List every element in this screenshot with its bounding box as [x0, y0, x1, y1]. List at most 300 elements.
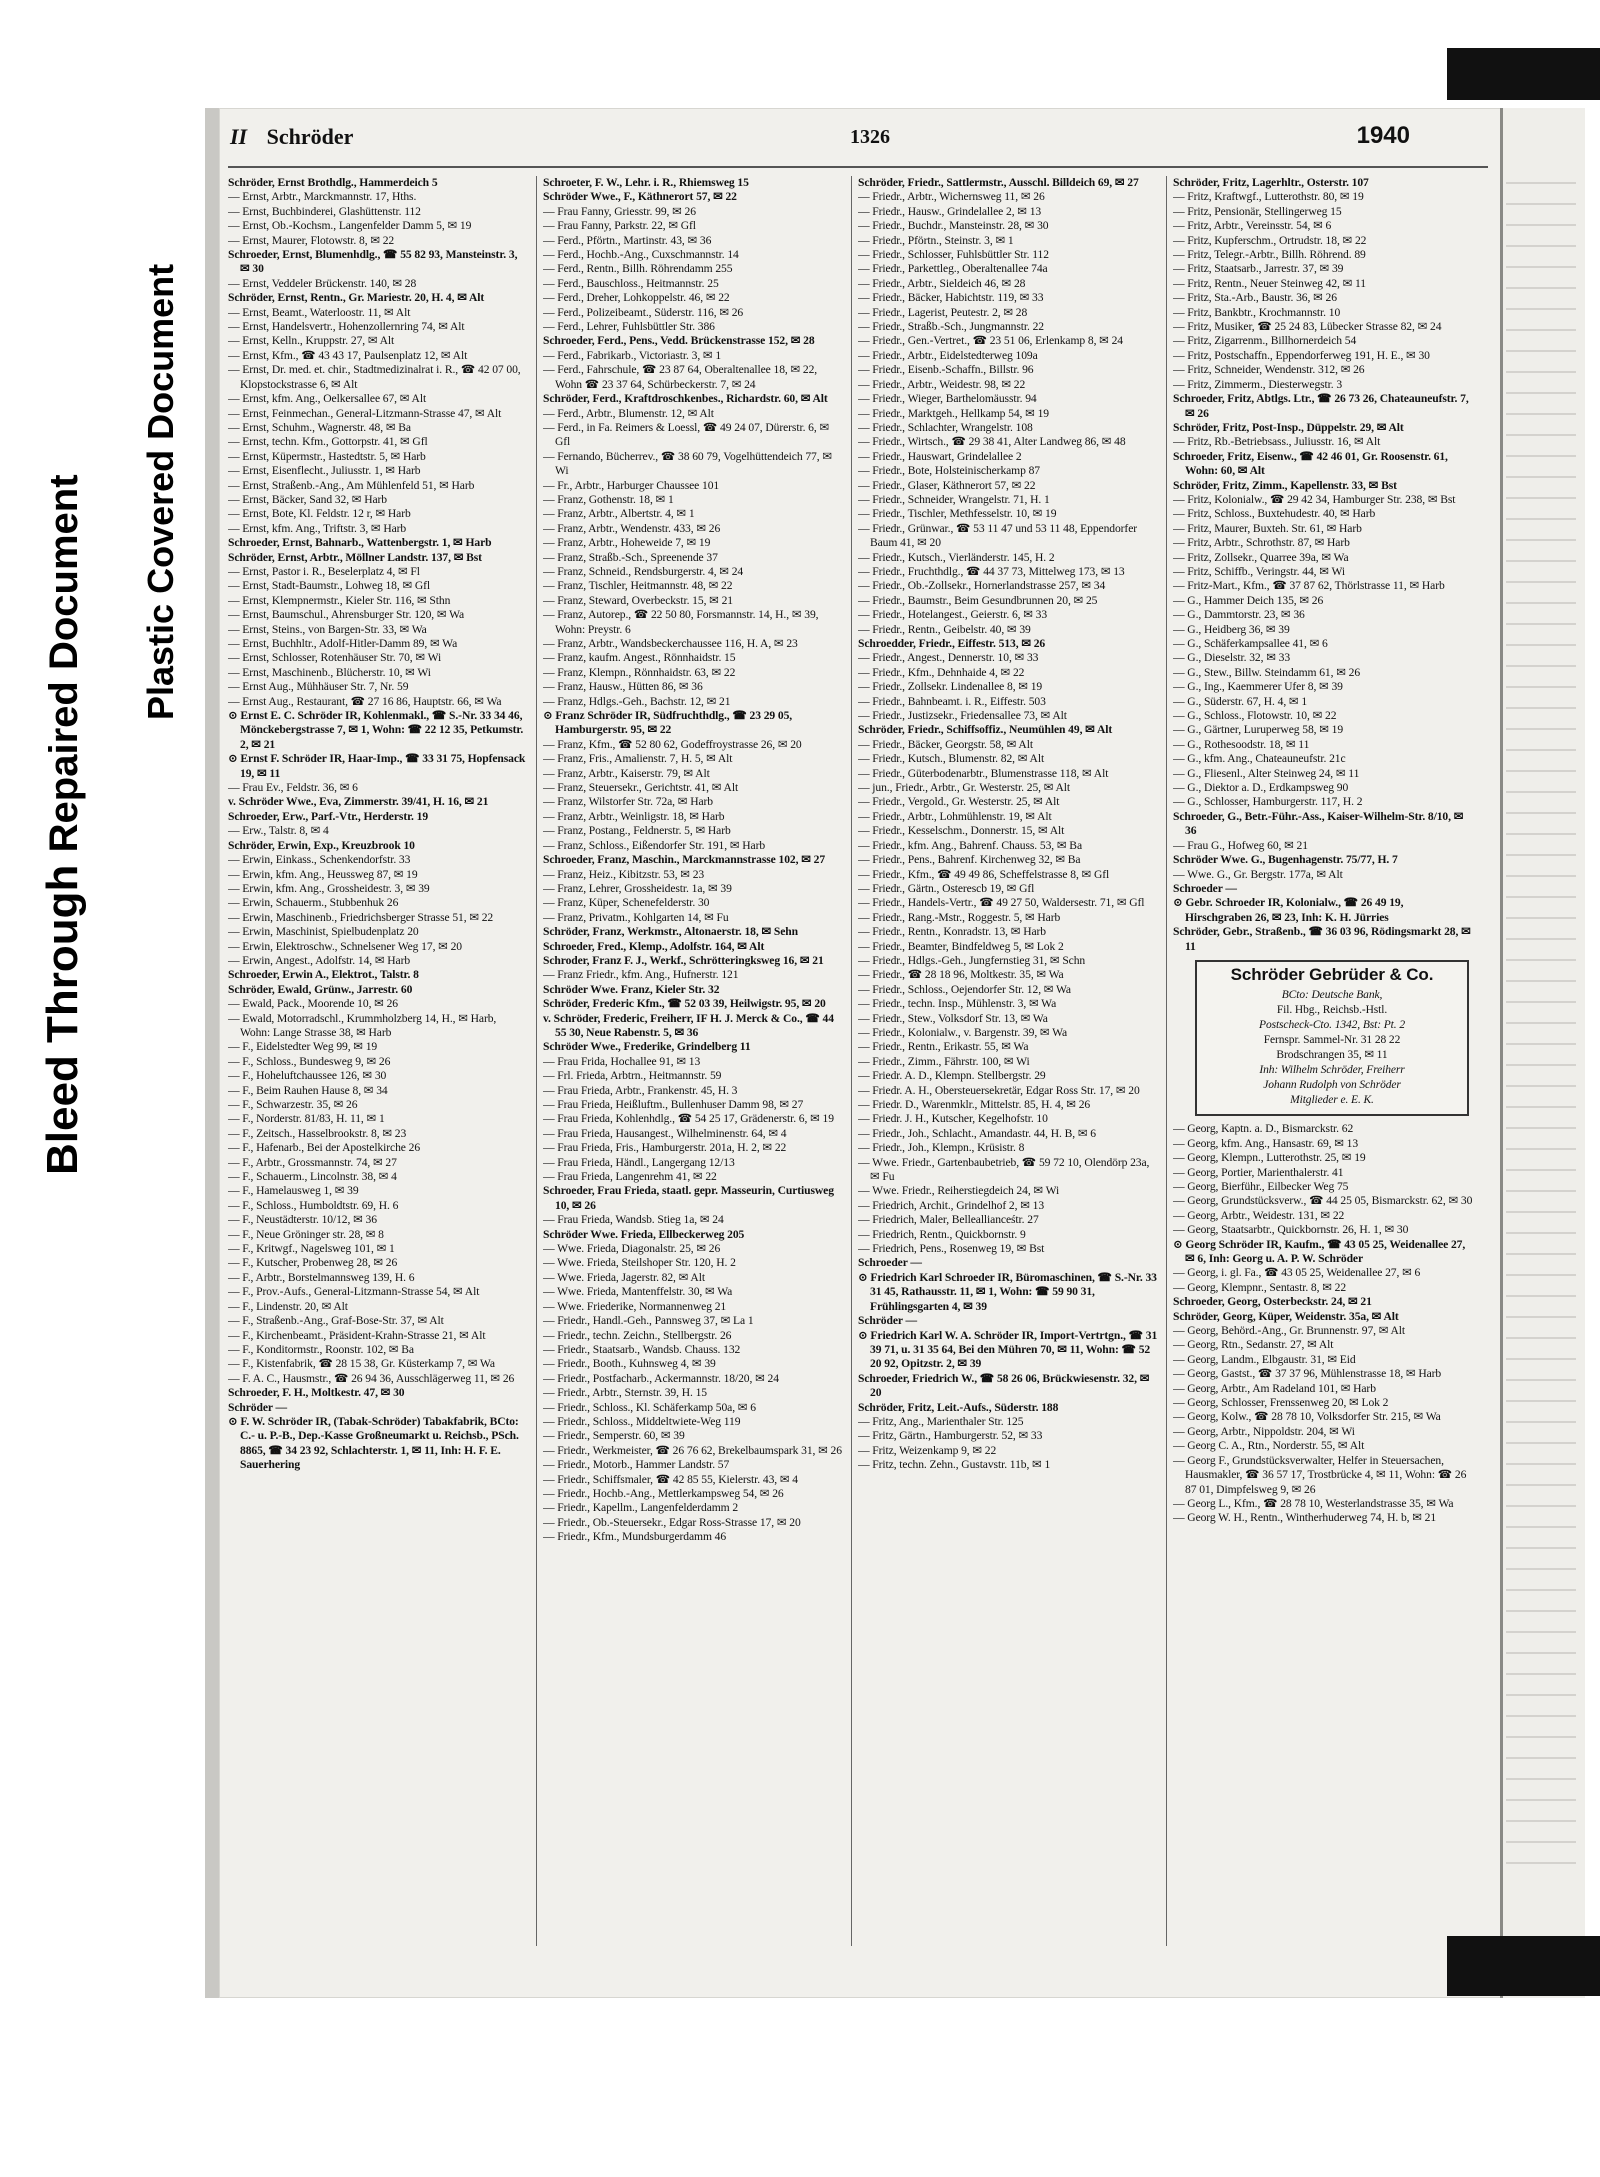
directory-entry: v. Schröder Wwe., Eva, Zimmerstr. 39/41, H. 16, ✉ 21 — [228, 795, 489, 809]
directory-entry: — Ernst, Buchhltr., Adolf-Hitler-Damm 89, ✉ Wa — [228, 637, 458, 650]
directory-entry: — Ernst, Bäcker, Sand 32, ✉ Harb — [228, 492, 387, 506]
directory-entry: — Friedr., Kfm., Dehnhaide 4, ✉ 22 — [858, 665, 1025, 679]
directory-entry: — Friedr., Baumstr., Beim Gesundbrunnen 20, ✉ 25 — [858, 593, 1098, 607]
column-3 — [858, 176, 1158, 1946]
directory-entry: — G., Fliesenl., Alter Steinweg 24, ✉ 11 — [1173, 766, 1360, 780]
directory-entry: — Georg, Klempn., Lutterothstr. 25, ✉ 19 — [1173, 1151, 1366, 1165]
directory-entry: — Frl. Frieda, Arbtrn., Heitmannstr. 59 — [543, 1069, 722, 1083]
directory-entry: — Fritz, Schiffb., Veringstr. 44, ✉ Wi — [1173, 564, 1345, 578]
directory-entry: ⊙ Ernst E. C. Schröder IR, Kohlenmakl., ☎ S.-Nr. 33 34 46, Mönckebergstrasse 7, ✉ 1, Wohn: ☎ 22 12 35, Petkumstr. 2, ✉ 21 — [228, 709, 524, 751]
directory-entry: — Fritz, Rentn., Neuer Steinweg 42, ✉ 11 — [1173, 276, 1367, 290]
directory-entry: — F., Konditormstr., Roonstr. 102, ✉ Ba — [228, 1342, 414, 1356]
directory-entry: — Franz, Arbtr., Kaiserstr. 79, ✉ Alt — [543, 766, 710, 780]
directory-entry: — G., Stew., Billw. Steindamm 61, ✉ 26 — [1173, 665, 1361, 679]
directory-entry: — Friedr., Gen.-Vertret., ☎ 23 51 06, Erlenkamp 8, ✉ 24 — [858, 334, 1123, 348]
directory-entry: — Franz, Wilstorfer Str. 72a, ✉ Harb — [543, 795, 713, 809]
directory-entry: — G., Rothesoodstr. 18, ✉ 11 — [1173, 737, 1310, 751]
directory-entry: — Erwin, Einkass., Schenkendorfstr. 33 — [228, 853, 411, 867]
directory-entry: — Frau Frieda, Langenrehm 41, ✉ 22 — [543, 1170, 717, 1184]
directory-entry: — Friedr., Schlosser, Fuhlsbüttler Str. 112 — [858, 248, 1049, 262]
directory-entry: — Ernst, Steins., von Bargen-Str. 33, ✉ Wa — [228, 622, 427, 636]
directory-entry: — Ernst Aug., Mühhäuser Str. 7, Nr. 59 — [228, 680, 409, 694]
directory-entry: — Friedr., Schlachter, Wrangelstr. 108 — [858, 420, 1033, 434]
directory-entry: — Friedr., Postfacharb., Ackermannstr. 18/20, ✉ 24 — [543, 1371, 779, 1385]
bleed-through-text: Bleed Through — [38, 864, 87, 1175]
directory-entry: — Friedr., Schloss., Oejendorfer Str. 12, ✉ Wa — [858, 982, 1071, 996]
directory-entry: Schröder, Erwin, Exp., Kreuzbrook 10 — [228, 838, 415, 852]
directory-entry: — Friedr., Rentn., Konradstr. 13, ✉ Harb — [858, 925, 1046, 939]
directory-entry: Schröder, Fritz, Leit.-Aufs., Süderstr. 188 — [858, 1400, 1059, 1414]
directory-entry: ⊙ Gebr. Schroeder IR, Kolonialw., ☎ 26 49 19, Hirschgraben 26, ✉ 23, Inh: K. H. Jürries — [1173, 896, 1404, 924]
repaired-document-text: Repaired Document — [42, 474, 86, 853]
directory-entry: — Ewald, Motorradschl., Krummholzberg 14, H., ✉ Harb, Wohn: Lange Strasse 38, ✉ Harb — [228, 1011, 497, 1039]
directory-entry: — Ernst, Straßenb.-Ang., Am Mühlenfeld 51, ✉ Harb — [228, 478, 475, 492]
directory-entry: — Fritz, Kupferschm., Ortrudstr. 18, ✉ 22 — [1173, 233, 1367, 247]
directory-entry: — G., Gärtner, Luruperweg 58, ✉ 19 — [1173, 723, 1344, 737]
directory-entry: — G., Süderstr. 67, H. 4, ✉ 1 — [1173, 694, 1308, 708]
directory-entry: — Ernst, Veddeler Brückenstr. 140, ✉ 28 — [228, 276, 417, 290]
directory-entry: — Georg, Rtn., Sedanstr. 27, ✉ Alt — [1173, 1338, 1334, 1352]
directory-entry: — F., Schloss., Bundesweg 9, ✉ 26 — [228, 1054, 391, 1068]
directory-entry: Schröder Wwe. Frieda, Ellbeckerweg 205 — [543, 1227, 745, 1241]
directory-entry: Schroedder, Friedr., Eiffestr. 513, ✉ 26 — [858, 637, 1046, 650]
directory-entry: — Friedr., techn. Insp., Mühlenstr. 3, ✉ Wa — [858, 997, 1057, 1011]
directory-entry: Schröder, Frederic Kfm., ☎ 52 03 39, Heilwigstr. 95, ✉ 20 — [543, 997, 826, 1011]
directory-entry: — Franz, Gothenstr. 18, ✉ 1 — [543, 492, 674, 506]
directory-entry: — Georg, Arbtr., Weidestr. 131, ✉ 22 — [1173, 1208, 1345, 1222]
directory-entry: — Friedr., Motorb., Hammer Landstr. 57 — [543, 1458, 730, 1472]
directory-entry: — Fernando, Bücherrev., ☎ 38 60 79, Vogelhüttendeich 77, ✉ Wi — [543, 449, 832, 478]
directory-entry: — Franz, Heiz., Kibitzstr. 53, ✉ 23 — [543, 867, 705, 881]
directory-entry: — Friedr., Tischler, Methfesselstr. 10, ✉ 19 — [858, 507, 1057, 521]
directory-entry: — Franz, Autorep., ☎ 22 50 80, Forsmannstr. 14, H., ✉ 39, Wohn: Preystr. 6 — [543, 608, 819, 636]
directory-entry: — Ernst, Kfm., ☎ 43 43 17, Paulsenplatz 12, ✉ Alt — [228, 348, 468, 362]
directory-entry: — Ernst, Schlosser, Rotenhäuser Str. 70, ✉ Wi — [228, 651, 442, 665]
directory-entry: — Friedr., Fruchthdlg., ☎ 44 37 73, Mittelweg 173, ✉ 13 — [858, 564, 1125, 578]
directory-entry: — Friedrich, Rentn., Quickbornstr. 9 — [858, 1227, 1026, 1241]
volume-number: II — [230, 124, 248, 149]
directory-entry: — G., Schäferkampsallee 41, ✉ 6 — [1173, 637, 1328, 650]
header-left — [230, 124, 353, 150]
directory-entry: — Fritz, techn. Zehn., Gustavstr. 11b, ✉ 1 — [858, 1458, 1051, 1472]
directory-entry: — Ferd., Rentn., Billh. Röhrendamm 255 — [543, 262, 733, 276]
directory-entry: — Friedr., Pens., Bahrenf. Kirchenweg 32, ✉ Ba — [858, 853, 1081, 867]
directory-entry: — Ferd., Bauschloss., Heitmannstr. 25 — [543, 276, 719, 290]
header-name: Schröder — [266, 124, 354, 149]
directory-entry: — Franz, Tischler, Heitmannstr. 48, ✉ 22 — [543, 579, 733, 593]
directory-entry: — Ernst, kfm. Ang., Oelkersallee 67, ✉ Alt — [228, 392, 427, 406]
directory-entry: — Fritz, Zollsekr., Quarree 39a, ✉ Wa — [1173, 550, 1349, 564]
directory-entry: — Ewald, Pack., Moorende 10, ✉ 26 — [228, 997, 398, 1011]
directory-entry: — Wwe. Friederike, Normannenweg 21 — [543, 1299, 727, 1313]
directory-entry: — Friedr., Schloss., Kl. Schäferkamp 50a, ✉ 6 — [543, 1400, 756, 1414]
directory-entry: ⊙ Franz Schröder IR, Südfruchthdlg., ☎ 23 29 05, Hamburgerstr. 95, ✉ 22 — [543, 709, 793, 737]
directory-entry: — Friedr., Wieger, Barthelomäusstr. 94 — [858, 392, 1037, 406]
directory-entry: — Ernst, Feinmechan., General-Litzmann-Strasse 47, ✉ Alt — [228, 406, 502, 420]
directory-entry: — Friedr., techn. Zeichn., Stellbergstr. 26 — [543, 1328, 732, 1342]
directory-entry: — Ernst, Eisenflecht., Juliusstr. 1, ✉ Harb — [228, 464, 421, 478]
directory-entry: — Wwe. Frieda, Diagonalstr. 25, ✉ 26 — [543, 1242, 721, 1256]
directory-entry: — Friedr., Stew., Volksdorf Str. 13, ✉ Wa — [858, 1011, 1048, 1025]
directory-entry: Schröder, Ferd., Kraftdroschkenbes., Richardstr. 60, ✉ Alt — [543, 392, 828, 406]
directory-entry: — Erwin, kfm. Ang., Heussweg 87, ✉ 19 — [228, 867, 418, 881]
directory-entry: — Friedr., Hotelangest., Geierstr. 6, ✉ 33 — [858, 608, 1048, 622]
directory-entry: — Franz, Arbtr., Hoheweide 7, ✉ 19 — [543, 536, 711, 550]
ad-line: Mitglieder e. E. K. — [1290, 1094, 1374, 1107]
directory-entry: — Fritz, Pensionär, Stellingerweg 15 — [1173, 204, 1342, 218]
directory-entry: — Friedrich, Pens., Rosenweg 19, ✉ Bst — [858, 1242, 1045, 1256]
directory-entry: — Frau Frieda, Kohlenhdlg., ☎ 54 25 17, Grädenerstr. 6, ✉ 19 — [543, 1112, 834, 1126]
directory-entry: — Fritz, Zimmerm., Diesterwegstr. 3 — [1173, 377, 1343, 391]
directory-entry: — Franz, Hausw., Hütten 86, ✉ 36 — [543, 680, 703, 694]
directory-entry: — Friedr., Justizsekr., Friedensallee 73, ✉ Alt — [858, 709, 1067, 723]
directory-entry: — Frau Frieda, Händl., Langergang 12/13 — [543, 1155, 735, 1169]
directory-entry: — Friedr., Buchdr., Mansteinstr. 28, ✉ 30 — [858, 219, 1049, 233]
directory-entry: — Ernst, Baumschul., Ahrensburger Str. 120, ✉ Wa — [228, 608, 465, 622]
directory-entry: — Frau Fanny, Griesstr. 99, ✉ 26 — [543, 204, 696, 218]
directory-entry: Schröder, Fritz, Lagerhltr., Osterstr. 107 — [1173, 176, 1369, 189]
directory-entry: — jun., Friedr., Arbtr., Gr. Westerstr. 25, ✉ Alt — [858, 781, 1071, 795]
directory-entry: — F., Eidelstedter Weg 99, ✉ 19 — [228, 1040, 378, 1054]
directory-entry: — Ernst, Bote, Kl. Feldstr. 12 r, ✉ Harb — [228, 507, 411, 521]
directory-entry: — Georg, Grundstücksverw., ☎ 44 25 05, Bismarckstr. 62, ✉ 30 — [1173, 1194, 1473, 1208]
directory-entry: — Friedr., Rentn., Geibelstr. 40, ✉ 39 — [858, 622, 1031, 636]
directory-entry: — Ernst, Kelln., Kruppstr. 27, ✉ Alt — [228, 334, 395, 348]
directory-entry: — Ferd., Dreher, Lohkoppelstr. 46, ✉ 22 — [543, 291, 730, 305]
directory-entry: — Friedr., Beamter, Bindfeldweg 5, ✉ Lok 2 — [858, 939, 1064, 953]
ad-line: Fil. Hbg., Reichsb.-Hstl. — [1276, 1004, 1388, 1017]
directory-entry: — Friedr., Parkettleg., Oberaltenallee 74a — [858, 262, 1048, 276]
directory-entry: Schröder, Fritz, Zimm., Kapellenstr. 33, ✉ Bst — [1173, 478, 1397, 492]
directory-entry: — Friedr., Staatsarb., Wandsb. Chauss. 132 — [543, 1342, 741, 1356]
directory-entry: — Friedr., Gärtn., Osterescb 19, ✉ Gfl — [858, 881, 1035, 895]
directory-entry: — Ernst, kfm. Ang., Triftstr. 3, ✉ Harb — [228, 521, 407, 535]
directory-entry: — Fritz, Schneider, Wendenstr. 312, ✉ 26 — [1173, 363, 1365, 377]
directory-entry: — F., Norderstr. 81/83, H. 11, ✉ 1 — [228, 1112, 385, 1126]
directory-entry: — Frau Frida, Hochallee 91, ✉ 13 — [543, 1054, 701, 1068]
directory-entry: — Friedr., Arbtr., Sieldeich 46, ✉ 28 — [858, 276, 1026, 290]
directory-entry: — F., Arbtr., Borstelmannsweg 139, H. 6 — [228, 1270, 415, 1284]
directory-entry: — Ernst, Buchbinderei, Glashüttenstr. 112 — [228, 204, 421, 218]
directory-entry: — Frau Ev., Feldstr. 36, ✉ 6 — [228, 781, 358, 795]
directory-entry: — Georg, Landm., Elbgaustr. 31, ✉ Eid — [1173, 1352, 1356, 1366]
directory-entry: — Ferd., in Fa. Reimers & Loessl, ☎ 49 24 07, Dürerstr. 6, ✉ Gfl — [543, 420, 830, 449]
directory-entry: — Frau Frieda, Wandsb. Stieg 1a, ✉ 24 — [543, 1213, 724, 1227]
directory-entry: — G., Dieselstr. 32, ✉ 33 — [1173, 651, 1291, 665]
directory-entry: — F., Kirchenbeamt., Präsident-Krahn-Strasse 21, ✉ Alt — [228, 1328, 486, 1342]
directory-entry: — Erwin, kfm. Ang., Grossheidestr. 3, ✉ 39 — [228, 881, 430, 895]
directory-entry: Schroeder, Ernst, Blumenhdlg., ☎ 55 82 93, Mansteinstr. 3, ✉ 30 — [228, 248, 518, 276]
black-bar-top — [1447, 48, 1600, 100]
directory-entry: Schröder — — [858, 1314, 918, 1328]
directory-entry: — Friedr., Grünwar., ☎ 53 11 47 und 53 11 48, Eppendorfer Baum 41, ✉ 20 — [858, 521, 1138, 550]
directory-entry: Schröder, Ernst, Rentn., Gr. Mariestr. 20, H. 4, ✉ Alt — [228, 291, 485, 305]
directory-entry: Schroeder, Erw., Parf.-Vtr., Herderstr. 19 — [228, 809, 429, 823]
directory-entry: — Ferd., Hochb.-Ang., Cuxschmannstr. 14 — [543, 248, 739, 262]
column-2 — [543, 176, 843, 1946]
directory-entry: — Ernst, Pastor i. R., Beselerplatz 4, ✉ Fl — [228, 564, 420, 578]
directory-entry: — Friedr., Booth., Kuhnsweg 4, ✉ 39 — [543, 1357, 716, 1371]
directory-entry: Schroeder, Fritz, Eisenw., ☎ 42 46 01, Gr. Roosenstr. 61, Wohn: 60, ✉ Alt — [1173, 449, 1448, 478]
directory-entry: — Fritz, Musiker, ☎ 25 24 83, Lübecker Strasse 82, ✉ 24 — [1173, 320, 1442, 334]
directory-entry: — Fritz, Ang., Marienthaler Str. 125 — [858, 1414, 1024, 1428]
directory-entry: ⊙ Ernst F. Schröder IR, Haar-Imp., ☎ 33 31 75, Hopfensack 19, ✉ 11 — [228, 752, 526, 780]
directory-entry: Schröder, Ernst Brothdlg., Hammerdeich 5 — [228, 176, 438, 189]
directory-entry: — Franz, Arbtr., Wandsbeckerchaussee 116, H. A, ✉ 23 — [543, 637, 798, 650]
directory-entry: — Friedr., Lagerist, Peutestr. 2, ✉ 28 — [858, 305, 1028, 319]
directory-entry: — Georg, kfm. Ang., Hansastr. 69, ✉ 13 — [1173, 1136, 1359, 1150]
directory-entry: — Fritz, Postschaffn., Eppendorferweg 191, H. E., ✉ 30 — [1173, 348, 1430, 362]
directory-entry: — Frau Frieda, Heißluftm., Bullenhuser Damm 98, ✉ 27 — [543, 1098, 804, 1111]
directory-entry: — F., Beim Rauhen Hause 8, ✉ 34 — [228, 1083, 388, 1097]
directory-entry: — Friedr., Straßb.-Sch., Jungmannstr. 22 — [858, 320, 1045, 334]
directory-entry: — Ernst, Maurer, Flotowstr. 8, ✉ 22 — [228, 233, 395, 247]
directory-entry: — Friedr., Hauswart, Grindelallee 2 — [858, 449, 1022, 463]
ad-line: Fernspr. Sammel-Nr. 31 28 22 — [1263, 1034, 1401, 1047]
directory-entry: — Fritz, Gärtn., Hamburgerstr. 52, ✉ 33 — [858, 1429, 1043, 1443]
directory-entry: — Friedr., Glaser, Käthnerort 57, ✉ 22 — [858, 478, 1036, 492]
directory-entry: — F., Prov.-Aufs., General-Litzmann-Strasse 54, ✉ Alt — [228, 1285, 480, 1299]
header-year: 1940 — [1356, 122, 1410, 149]
directory-entry: — Friedr. A. H., Obersteuersekretär, Edgar Ross Str. 17, ✉ 20 — [858, 1083, 1140, 1097]
directory-entry: — Friedr., Güterbodenarbtr., Blumenstrasse 118, ✉ Alt — [858, 766, 1109, 780]
ad-line: BCto: Deutsche Bank, — [1281, 989, 1383, 1002]
directory-entry: — Ernst, techn. Kfm., Gottorpstr. 41, ✉ Gfl — [228, 435, 428, 449]
directory-entry: — Georg L., Kfm., ☎ 28 78 10, Westerlandstrasse 35, ✉ Wa — [1173, 1496, 1454, 1510]
directory-entry: — G., Hammer Deich 135, ✉ 26 — [1173, 593, 1324, 607]
directory-entry: — Fritz, Schloss., Buxtehudestr. 40, ✉ Harb — [1173, 507, 1376, 521]
directory-entry: — Georg, Portier, Marienthalerstr. 41 — [1173, 1165, 1344, 1179]
directory-entry: — Fritz, Bankbtr., Krochmannstr. 10 — [1173, 305, 1341, 319]
directory-entry: — Ferd., Fahrschule, ☎ 23 87 64, Oberaltenallee 18, ✉ 22, Wohn ☎ 23 37 64, Schürbeckerstr. 7, ✉ 24 — [543, 363, 818, 391]
directory-entry: — Friedr., Schneider, Wrangelstr. 71, H. 1 — [858, 492, 1050, 506]
directory-entry: — F., Zeitsch., Hasselbrookstr. 8, ✉ 23 — [228, 1126, 407, 1140]
directory-entry: — F., Lindenstr. 20, ✉ Alt — [228, 1299, 348, 1313]
directory-entry: Schroeder, Fred., Klemp., Adolfstr. 164, ✉ Alt — [543, 939, 765, 953]
directory-entry: — Georg, Kaptn. a. D., Bismarckstr. 62 — [1173, 1122, 1354, 1136]
directory-entry: — Erwin, Schauerm., Stubbenhuk 26 — [228, 896, 399, 910]
directory-entry: — Frau Frieda, Hausangest., Wilhelminenstr. 64, ✉ 4 — [543, 1126, 787, 1140]
directory-entry: — Georg, Gastst., ☎ 37 37 96, Mühlenstrasse 18, ✉ Harb — [1173, 1367, 1442, 1381]
directory-entry: Schroeder, Georg, Osterbeckstr. 24, ✉ 21 — [1173, 1295, 1372, 1309]
directory-entry: — F., Straßenb.-Ang., Graf-Bose-Str. 37, ✉ Alt — [228, 1314, 444, 1328]
directory-entry: — G., Schloss., Flotowstr. 10, ✉ 22 — [1173, 709, 1337, 723]
directory-entry: — F., Schauerm., Lincolnstr. 38, ✉ 4 — [228, 1170, 397, 1184]
directory-entry: Schroeder, G., Betr.-Führ.-Ass., Kaiser-Wilhelm-Str. 8/10, ✉ 36 — [1173, 809, 1464, 838]
directory-entry: — Friedr., Kfm., ☎ 49 49 86, Scheffelstrasse 8, ✉ Gfl — [858, 867, 1110, 881]
directory-entry: — Friedr. A. D., Klempn. Stellbergstr. 29 — [858, 1069, 1046, 1083]
directory-entry: — Fritz, Weizenkamp 9, ✉ 22 — [858, 1443, 997, 1457]
directory-entry: Schröder, Georg, Küper, Weidenstr. 35a, ✉ Alt — [1173, 1309, 1399, 1323]
directory-entry: — Friedr., Arbtr., Eidelstedterweg 109a — [858, 348, 1038, 362]
directory-entry: — Georg, Bierführ., Eilbecker Weg 75 — [1173, 1179, 1349, 1193]
ad-line: Postscheck-Cto. 1342, Bst: Pt. 2 — [1259, 1019, 1405, 1032]
directory-entry: — Friedr., Kutsch., Vierländerstr. 145, H. 2 — [858, 550, 1055, 564]
directory-entry: — Friedr., Eisenb.-Schaffn., Billstr. 96 — [858, 363, 1034, 377]
directory-entry: — Friedr., kfm. Ang., Bahrenf. Chauss. 53, ✉ Ba — [858, 838, 1082, 852]
directory-entry: — Franz, Küper, Schenefelderstr. 30 — [543, 896, 710, 910]
column-divider — [536, 176, 537, 1946]
directory-entry: — Georg, Klempnr., Sentastr. 8, ✉ 22 — [1173, 1280, 1347, 1294]
directory-entry: — Georg W. H., Rentn., Wintherhuderweg 74, H. b, ✉ 21 — [1173, 1511, 1437, 1525]
directory-entry: — Friedr., Kutsch., Blumenstr. 82, ✉ Alt — [858, 752, 1045, 766]
directory-entry: — Fritz, Telegr.-Arbtr., Billh. Röhrend. 89 — [1173, 248, 1366, 262]
directory-entry: — F., Kistenfabrik, ☎ 28 15 38, Gr. Küsterkamp 7, ✉ Wa — [228, 1357, 495, 1371]
directory-entry: — Wwe. Friedr., Reiherstiegdeich 24, ✉ Wi — [858, 1184, 1060, 1198]
plastic-covered-label: Plastic Covered Document — [140, 263, 181, 720]
column-4 — [1173, 176, 1473, 1946]
directory-entry: — Wwe. Frieda, Mantenffelstr. 30, ✉ Wa — [543, 1285, 733, 1299]
directory-entry: — F., Neue Gröninger str. 28, ✉ 8 — [228, 1227, 384, 1241]
ad-line: Inh: Wilhelm Schröder, Freiherr — [1259, 1064, 1405, 1077]
directory-entry: — Friedr., Bäcker, Georgstr. 58, ✉ Alt — [858, 737, 1033, 751]
directory-entry: — Georg, i. gl. Fa., ☎ 43 05 25, Weidenallee 27, ✉ 6 — [1173, 1266, 1421, 1280]
directory-entry: — Franz, Steuersekr., Gerichtstr. 41, ✉ Alt — [543, 781, 739, 795]
header-rule — [228, 166, 1488, 168]
directory-entry: — Friedr., Hochb.-Ang., Mettlerkampsweg 54, ✉ 26 — [543, 1486, 784, 1500]
directory-entry: — Fritz, Arbtr., Schrothstr. 87, ✉ Harb — [1173, 536, 1350, 550]
directory-entry: — Ernst, Schuhm., Wagnerstr. 48, ✉ Ba — [228, 420, 411, 434]
directory-entry: — Friedr., Marktgeh., Hellkamp 54, ✉ 19 — [858, 406, 1049, 420]
directory-entry: — Friedr., Vergold., Gr. Westerstr. 25, ✉ Alt — [858, 795, 1060, 809]
directory-entry: — Franz, Schneid., Rendsburgerstr. 4, ✉ 24 — [543, 564, 744, 578]
directory-entry: v. Schröder, Frederic, Freiherr, IF H. J. Merck & Co., ☎ 44 55 30, Neue Rabenstr. 5, ✉ 36 — [543, 1011, 834, 1039]
directory-entry: — Franz Friedr., kfm. Ang., Hufnerstr. 121 — [543, 968, 739, 982]
directory-entry: — Friedr., Arbtr., Weidestr. 98, ✉ 22 — [858, 377, 1026, 391]
directory-entry: — Friedr., Angest., Dennerstr. 10, ✉ 33 — [858, 651, 1039, 665]
directory-entry: — Franz, Arbtr., Weinligstr. 18, ✉ Harb — [543, 809, 725, 823]
directory-entry: — Fritz, Sta.-Arb., Baustr. 36, ✉ 26 — [1173, 291, 1337, 305]
directory-entry: — Georg, Kolw., ☎ 28 78 10, Volksdorfer Str. 215, ✉ Wa — [1173, 1410, 1441, 1424]
directory-entry: — Georg, Arbtr., Nippoldstr. 204, ✉ Wi — [1173, 1424, 1355, 1438]
directory-entry: — Franz, Arbtr., Wendenstr. 433, ✉ 26 — [543, 521, 721, 535]
directory-entry: — Friedr., Zollsekr. Lindenallee 8, ✉ 19 — [858, 680, 1043, 694]
directory-entry: — Erwin, Elektroschw., Schnelsener Weg 17, ✉ 20 — [228, 939, 462, 953]
directory-entry: Schröder, Franz, Werkmstr., Altonaerstr. 18, ✉ Sehn — [543, 925, 798, 939]
directory-entry: — Ernst, Küpermstr., Hastedtstr. 5, ✉ Harb — [228, 449, 426, 463]
directory-entry: — Friedr., Werkmeister, ☎ 26 76 62, Brekelbaumspark 31, ✉ 26 — [543, 1443, 842, 1457]
directory-entry: — Erw., Talstr. 8, ✉ 4 — [228, 824, 329, 838]
directory-entry: Schroeder, F. H., Moltkestr. 47, ✉ 30 — [228, 1386, 405, 1400]
directory-entry: — Friedr., Arbtr., Wichernsweg 11, ✉ 26 — [858, 190, 1045, 204]
directory-entry: — Friedr., Bote, Holsteinischerkamp 87 — [858, 464, 1040, 478]
ad-title: Schröder Gebrüder & Co. — [1230, 964, 1434, 984]
directory-entry: — Wwe. Friedr., Gartenbaubetrieb, ☎ 59 72 10, Olendörp 23a, ✉ Fu — [858, 1155, 1150, 1184]
directory-entry: — Friedr., Rentn., Erikastr. 55, ✉ Wa — [858, 1040, 1029, 1054]
ad-line: Johann Rudolph von Schröder — [1263, 1079, 1401, 1092]
directory-entry: — Franz, kaufm. Angest., Rönnhaidstr. 15 — [543, 651, 736, 665]
directory-entry: Schröder — — [228, 1400, 288, 1414]
directory-entry: — Frau Frieda, Arbtr., Frankenstr. 45, H. 3 — [543, 1083, 738, 1097]
directory-entry: — Georg C. A., Rtn., Norderstr. 55, ✉ Alt — [1173, 1439, 1365, 1453]
directory-entry: — Franz, Kfm., ☎ 52 80 62, Godeffroystrasse 26, ✉ 20 — [543, 737, 802, 751]
directory-entry: — Friedrich, Archit., Grindelhof 2, ✉ 13 — [858, 1198, 1045, 1212]
directory-entry: — F., Hafenarb., Bei der Apostelkirche 26 — [228, 1141, 421, 1155]
directory-entry: — Fritz, Staatsarb., Jarrestr. 37, ✉ 39 — [1173, 262, 1344, 276]
directory-entry: — Georg, Arbtr., Am Radeland 101, ✉ Harb — [1173, 1381, 1376, 1395]
directory-entry: — Friedr., Schiffsmaler, ☎ 42 85 55, Kielerstr. 43, ✉ 4 — [543, 1472, 798, 1486]
directory-entry: Schröder, Friedr., Schiffsoffiz., Neumühlen 49, ✉ Alt — [858, 723, 1113, 737]
advertisement-box — [1195, 960, 1469, 1116]
directory-entry: Schröder, Friedr., Sattlermstr., Ausschl. Billdeich 69, ✉ 27 — [858, 176, 1139, 189]
directory-entry: — Friedr., Arbtr., Lohmühlenstr. 19, ✉ Alt — [858, 809, 1052, 823]
directory-entry: Schroeder, Frau Frieda, staatl. gepr. Masseurin, Curtiusweg 10, ✉ 26 — [543, 1184, 834, 1212]
directory-entry: — Fritz, Arbtr., Vereinsstr. 54, ✉ 6 — [1173, 219, 1332, 233]
directory-entry: — Friedr., Arbtr., Sternstr. 39, H. 15 — [543, 1386, 707, 1400]
directory-entry: — Friedr., Joh., Klempn., Krüsistr. 8 — [858, 1141, 1025, 1155]
directory-entry: Schroeter, F. W., Lehr. i. R., Rhiemsweg 15 — [543, 176, 749, 189]
directory-entry: — Georg, Staatsarbtr., Quickbornstr. 26, H. 1, ✉ 30 — [1173, 1223, 1409, 1237]
directory-entry: — Ernst, Beamt., Waterloostr. 11, ✉ Alt — [228, 305, 411, 319]
directory-entry: — F. A. C., Hausmstr., ☎ 26 94 36, Ausschlägerweg 11, ✉ 26 — [228, 1371, 515, 1385]
directory-entry: — Friedr., Semperstr. 60, ✉ 39 — [543, 1429, 685, 1443]
directory-entry: — Friedr., Hdlgs.-Geh., Jungfernstieg 31, ✉ Schn — [858, 953, 1086, 967]
directory-entry: — Friedrich, Maler, Belleallianceśtr. 27 — [858, 1213, 1039, 1227]
directory-entry: — Friedr., Ob.-Zollsekr., Hornerlandstrasse 257, ✉ 34 — [858, 579, 1106, 593]
directory-entry: — Franz, Steward, Overbeckstr. 15, ✉ 21 — [543, 593, 733, 607]
directory-entry: — Fr., Arbtr., Harburger Chaussee 101 — [543, 478, 720, 492]
directory-entry: — Ernst, Klempnermstr., Kieler Str. 116, ✉ Sthn — [228, 593, 451, 607]
directory-entry: Schroeder, Erwin A., Elektrot., Talstr. 8 — [228, 968, 419, 982]
directory-entry: — G., Heidberg 36, ✉ 39 — [1173, 622, 1290, 636]
directory-entry: — G., Dammtorstr. 23, ✉ 36 — [1173, 608, 1305, 622]
directory-entry: — Friedr., Schloss., Middeltwiete-Weg 119 — [543, 1414, 741, 1428]
directory-entry: — Fritz, Zigarrenm., Billhornerdeich 54 — [1173, 334, 1357, 348]
directory-entry: — Franz, Privatm., Kohlgarten 14, ✉ Fu — [543, 910, 729, 924]
directory-entry: — Franz, Hdlgs.-Geh., Bachstr. 12, ✉ 21 — [543, 694, 731, 708]
directory-entry: Schroder, Franz F. J., Werkf., Schrötteringksweg 16, ✉ 21 — [543, 953, 824, 967]
directory-entry: — Friedr., Pförtn., Steinstr. 3, ✉ 1 — [858, 233, 1014, 247]
directory-entry: — Ernst Aug., Restaurant, ☎ 27 16 86, Hauptstr. 66, ✉ Wa — [228, 694, 502, 708]
directory-entry: — Friedr., Bahnbeamt. i. R., Eiffestr. 503 — [858, 694, 1046, 708]
directory-entry: — Friedr., Ob.-Steuersekr., Edgar Ross-Strasse 17, ✉ 20 — [543, 1515, 801, 1529]
directory-entry: — Friedr., Rang.-Mstr., Roggestr. 5, ✉ Harb — [858, 910, 1061, 924]
directory-entry: — Wwe. Frieda, Jagerstr. 82, ✉ Alt — [543, 1270, 705, 1284]
directory-entry: Schroeder, Ernst, Bahnarb., Wattenbergstr. 1, ✉ Harb — [228, 536, 492, 550]
directory-entry: — Erwin, Maschinist, Spielbudenplatz 20 — [228, 925, 419, 939]
directory-entry: — Georg, Schlosser, Frenssenweg 20, ✉ Lok 2 — [1173, 1396, 1389, 1410]
directory-entry: — Friedr., Kesselschm., Donnerstr. 15, ✉ Alt — [858, 824, 1065, 838]
directory-entry: — F., Hoheluftchaussee 126, ✉ 30 — [228, 1069, 387, 1083]
directory-entry: — Wwe. Frieda, Steilshoper Str. 120, H. 2 — [543, 1256, 736, 1270]
directory-entry: ⊙ Friedrich Karl Schroeder IR, Büromaschinen, ☎ S.-Nr. 33 31 45, Rathausstr. 11, ✉ 1, Wohn: ☎ 59 90 31, Frühlingsgarten 4, ✉ 39 — [858, 1270, 1157, 1313]
directory-entry: ⊙ Friedrich Karl W. A. Schröder IR, Import-Vertrtgn., ☎ 31 39 71, u. 31 35 64, Bei den Mühren 70, ✉ 11, Wohn: ☎ 52 20 92, Opitzstr. 2, ✉ 39 — [858, 1328, 1158, 1371]
directory-entry: — Fritz, Kraftwgf., Lutterothstr. 80, ✉ 19 — [1173, 190, 1364, 204]
directory-entry: — G., Schlosser, Hamburgerstr. 117, H. 2 — [1173, 795, 1363, 809]
page-number: 1326 — [850, 126, 890, 148]
directory-entry: Schroeder, Fritz, Abtlgs. Ltr., ☎ 26 73 26, Chateauneufstr. 7, ✉ 26 — [1173, 392, 1469, 420]
page-header — [230, 120, 1410, 156]
directory-entry: Schröder Wwe. Franz, Kieler Str. 32 — [543, 982, 720, 996]
directory-entry: — Ernst, Ob.-Kochsm., Langenfelder Damm 5, ✉ 19 — [228, 219, 472, 233]
directory-entry: — F., Schloss., Humboldtstr. 69, H. 6 — [228, 1198, 399, 1212]
directory-entry: — Friedr., Handels-Vertr., ☎ 49 27 50, Waldersestr. 71, ✉ Gfl — [858, 896, 1145, 910]
directory-entry: Schröder, Ewald, Grünw., Jarrestr. 60 — [228, 982, 413, 996]
directory-entry: — Friedr., Joh., Schlacht., Amandastr. 44, H. B, ✉ 6 — [858, 1126, 1096, 1140]
directory-entry: Schroeder, Friedrich W., ☎ 58 26 06, Brückwiesenstr. 32, ✉ 20 — [858, 1371, 1150, 1400]
directory-entry: — Frau Frieda, Fris., Hamburgerstr. 201a, H. 2, ✉ 22 — [543, 1141, 787, 1155]
directory-entry: — Friedr., Hausw., Grindelallee 2, ✉ 13 — [858, 204, 1042, 218]
ad-line: Brodschrangen 35, ✉ 11 — [1276, 1049, 1388, 1062]
directory-entry: — Ferd., Fabrikarb., Victoriastr. 3, ✉ 1 — [543, 348, 722, 362]
directory-entry: — G., Diektor a. D., Erdkampsweg 90 — [1173, 781, 1349, 795]
directory-entry: — Franz, Fris., Amalienstr. 7, H. 5, ✉ Alt — [543, 752, 733, 766]
directory-entry: Schröder Wwe. G., Bugenhagenstr. 75/77, H. 7 — [1173, 853, 1398, 867]
bleed-through-label — [38, 474, 88, 1175]
directory-entry: — Friedr., Kolonialw., v. Bargenstr. 39, ✉ Wa — [858, 1025, 1068, 1039]
directory-entry: — Ernst, Stadt-Baumstr., Lohweg 18, ✉ Gfl — [228, 579, 431, 593]
directory-entry: — Fritz, Maurer, Buxteh. Str. 61, ✉ Harb — [1173, 521, 1362, 535]
